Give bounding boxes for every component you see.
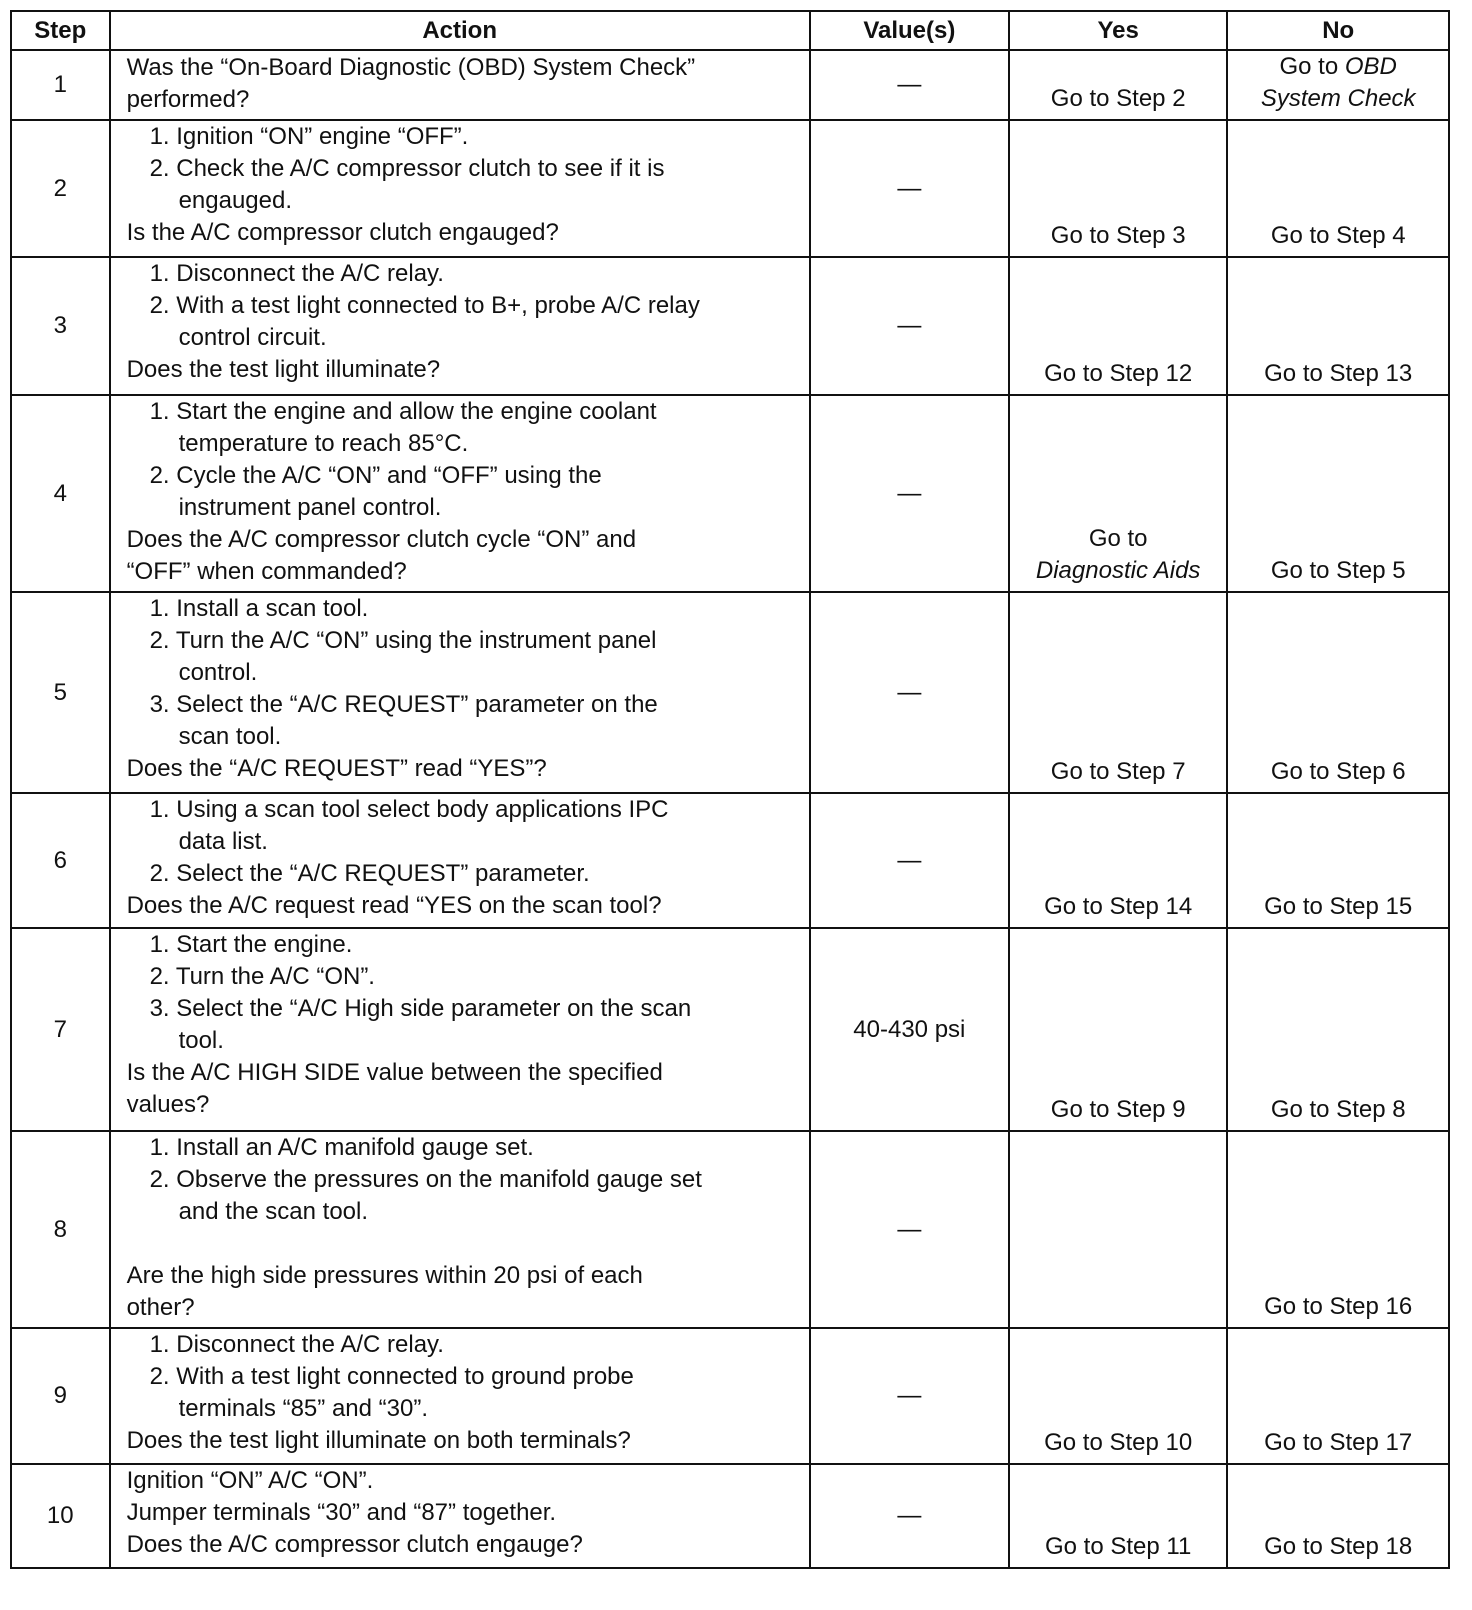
no-cell: Go to Step 15 bbox=[1227, 793, 1449, 928]
step-number: 6 bbox=[11, 793, 110, 928]
table-row bbox=[11, 50, 1449, 120]
table-row bbox=[11, 793, 1449, 928]
yes-text-link: Diagnostic Aids bbox=[1035, 557, 1201, 584]
action-cell bbox=[110, 928, 810, 1131]
yes-cell bbox=[1009, 1131, 1227, 1328]
action-text: control. bbox=[178, 659, 258, 686]
action-text: Does the A/C compressor clutch cycle “ON” and bbox=[126, 526, 637, 553]
action-text: 1. Disconnect the A/C relay. bbox=[149, 260, 444, 287]
step-number: 7 bbox=[11, 928, 110, 1131]
table-row bbox=[11, 120, 1449, 257]
action-text: Does the test light illuminate on both terminals? bbox=[126, 1427, 631, 1454]
action-text: 2. Turn the A/C “ON”. bbox=[149, 963, 375, 990]
action-text: values? bbox=[126, 1091, 210, 1118]
table-row bbox=[11, 928, 1449, 1131]
yes-text: Go to bbox=[1088, 525, 1148, 552]
action-text: “OFF” when commanded? bbox=[126, 558, 407, 585]
action-text: 1. Start the engine. bbox=[149, 931, 353, 958]
value-cell: — bbox=[810, 395, 1009, 592]
step-number: 10 bbox=[11, 1464, 110, 1568]
value-cell: — bbox=[810, 793, 1009, 928]
action-cell bbox=[110, 1464, 810, 1568]
table-row bbox=[11, 395, 1449, 592]
action-text: and the scan tool. bbox=[178, 1198, 369, 1225]
action-text: performed? bbox=[126, 86, 250, 113]
diagnostic-table bbox=[10, 10, 1450, 1569]
step-number: 8 bbox=[11, 1131, 110, 1328]
table-row bbox=[11, 1328, 1449, 1464]
value-cell: — bbox=[810, 257, 1009, 395]
action-text: 1. Start the engine and allow the engine coolant bbox=[149, 398, 657, 425]
action-cell bbox=[110, 395, 810, 592]
step-number: 4 bbox=[11, 395, 110, 592]
action-text: 2. Observe the pressures on the manifold gauge set bbox=[149, 1166, 702, 1193]
action-text: 3. Select the “A/C REQUEST” parameter on the bbox=[149, 691, 658, 718]
no-cell: Go to Step 5 bbox=[1227, 395, 1449, 592]
yes-cell bbox=[1009, 395, 1227, 592]
value-cell: — bbox=[810, 1131, 1009, 1328]
action-cell bbox=[110, 50, 810, 120]
action-text: Was the “On-Board Diagnostic (OBD) System Check” bbox=[126, 54, 696, 81]
value-cell: — bbox=[810, 120, 1009, 257]
yes-cell: Go to Step 11 bbox=[1009, 1464, 1227, 1568]
no-cell: Go to Step 18 bbox=[1227, 1464, 1449, 1568]
yes-cell: Go to Step 3 bbox=[1009, 120, 1227, 257]
value-cell: — bbox=[810, 1328, 1009, 1464]
no-cell: Go to Step 8 bbox=[1227, 928, 1449, 1131]
no-cell: Go to Step 13 bbox=[1227, 257, 1449, 395]
no-cell: Go to Step 16 bbox=[1227, 1131, 1449, 1328]
value-cell: 40-430 psi bbox=[810, 928, 1009, 1131]
action-text: Does the “A/C REQUEST” read “YES”? bbox=[126, 755, 547, 782]
step-number: 9 bbox=[11, 1328, 110, 1464]
header-row bbox=[11, 11, 1449, 50]
header-yes: Yes bbox=[1009, 11, 1227, 50]
yes-cell: Go to Step 7 bbox=[1009, 592, 1227, 793]
action-text: 2. With a test light connected to ground probe bbox=[149, 1363, 634, 1390]
action-text: tool. bbox=[178, 1027, 224, 1054]
table-row bbox=[11, 592, 1449, 793]
no-text-link: System Check bbox=[1260, 85, 1416, 112]
action-text: 1. Using a scan tool select body applications IPC bbox=[149, 796, 669, 823]
action-text: temperature to reach 85°C. bbox=[178, 430, 469, 457]
action-text: Does the A/C compressor clutch engauge? bbox=[126, 1531, 583, 1558]
action-text: scan tool. bbox=[178, 723, 282, 750]
action-text: 3. Select the “A/C High side parameter on the scan bbox=[149, 995, 692, 1022]
value-cell: — bbox=[810, 1464, 1009, 1568]
action-text: 1. Disconnect the A/C relay. bbox=[149, 1331, 444, 1358]
yes-cell: Go to Step 12 bbox=[1009, 257, 1227, 395]
action-text: Are the high side pressures within 20 psi of each bbox=[126, 1262, 643, 1289]
action-cell bbox=[110, 120, 810, 257]
yes-cell: Go to Step 14 bbox=[1009, 793, 1227, 928]
yes-cell: Go to Step 9 bbox=[1009, 928, 1227, 1131]
action-text: 2. Check the A/C compressor clutch to see if it is bbox=[149, 155, 665, 182]
action-text: 2. Select the “A/C REQUEST” parameter. bbox=[149, 860, 590, 887]
action-cell bbox=[110, 257, 810, 395]
action-cell bbox=[110, 1328, 810, 1464]
header-action: Action bbox=[110, 11, 810, 50]
action-text: Does the A/C request read “YES on the scan tool? bbox=[126, 892, 662, 919]
action-cell bbox=[110, 592, 810, 793]
no-text-link: OBD bbox=[1344, 53, 1397, 80]
action-text: Ignition “ON” A/C “ON”. bbox=[126, 1467, 374, 1494]
action-text: 1. Install a scan tool. bbox=[149, 595, 369, 622]
action-cell bbox=[110, 793, 810, 928]
table-row bbox=[11, 257, 1449, 395]
no-cell: Go to Step 4 bbox=[1227, 120, 1449, 257]
table-row bbox=[11, 1131, 1449, 1328]
yes-cell: Go to Step 10 bbox=[1009, 1328, 1227, 1464]
action-text: Is the A/C HIGH SIDE value between the specified bbox=[126, 1059, 663, 1086]
action-text: 2. Turn the A/C “ON” using the instrument panel bbox=[149, 627, 657, 654]
action-text: instrument panel control. bbox=[178, 494, 442, 521]
no-cell: Go to Step 6 bbox=[1227, 592, 1449, 793]
action-text: Is the A/C compressor clutch engauged? bbox=[126, 219, 559, 246]
action-text: 2. Cycle the A/C “ON” and “OFF” using the bbox=[149, 462, 602, 489]
header-no: No bbox=[1227, 11, 1449, 50]
table-row bbox=[11, 1464, 1449, 1568]
header-step: Step bbox=[11, 11, 110, 50]
value-cell: — bbox=[810, 592, 1009, 793]
header-values: Value(s) bbox=[810, 11, 1009, 50]
no-cell bbox=[1227, 50, 1449, 120]
action-text: engauged. bbox=[178, 187, 293, 214]
no-text: Go to bbox=[1279, 53, 1345, 80]
action-text: 1. Ignition “ON” engine “OFF”. bbox=[149, 123, 469, 150]
action-cell bbox=[110, 1131, 810, 1328]
yes-cell: Go to Step 2 bbox=[1009, 50, 1227, 120]
step-number: 2 bbox=[11, 120, 110, 257]
action-text: control circuit. bbox=[178, 324, 327, 351]
action-text: Jumper terminals “30” and “87” together. bbox=[126, 1499, 557, 1526]
step-number: 1 bbox=[11, 50, 110, 120]
action-text: other? bbox=[126, 1294, 195, 1321]
no-cell: Go to Step 17 bbox=[1227, 1328, 1449, 1464]
action-text: terminals “85” and “30”. bbox=[178, 1395, 428, 1422]
step-number: 5 bbox=[11, 592, 110, 793]
action-text: data list. bbox=[178, 828, 268, 855]
action-text: Does the test light illuminate? bbox=[126, 356, 441, 383]
action-text: 2. With a test light connected to B+, probe A/C relay bbox=[149, 292, 700, 319]
step-number: 3 bbox=[11, 257, 110, 395]
action-text: 1. Install an A/C manifold gauge set. bbox=[149, 1134, 534, 1161]
value-cell: — bbox=[810, 50, 1009, 120]
